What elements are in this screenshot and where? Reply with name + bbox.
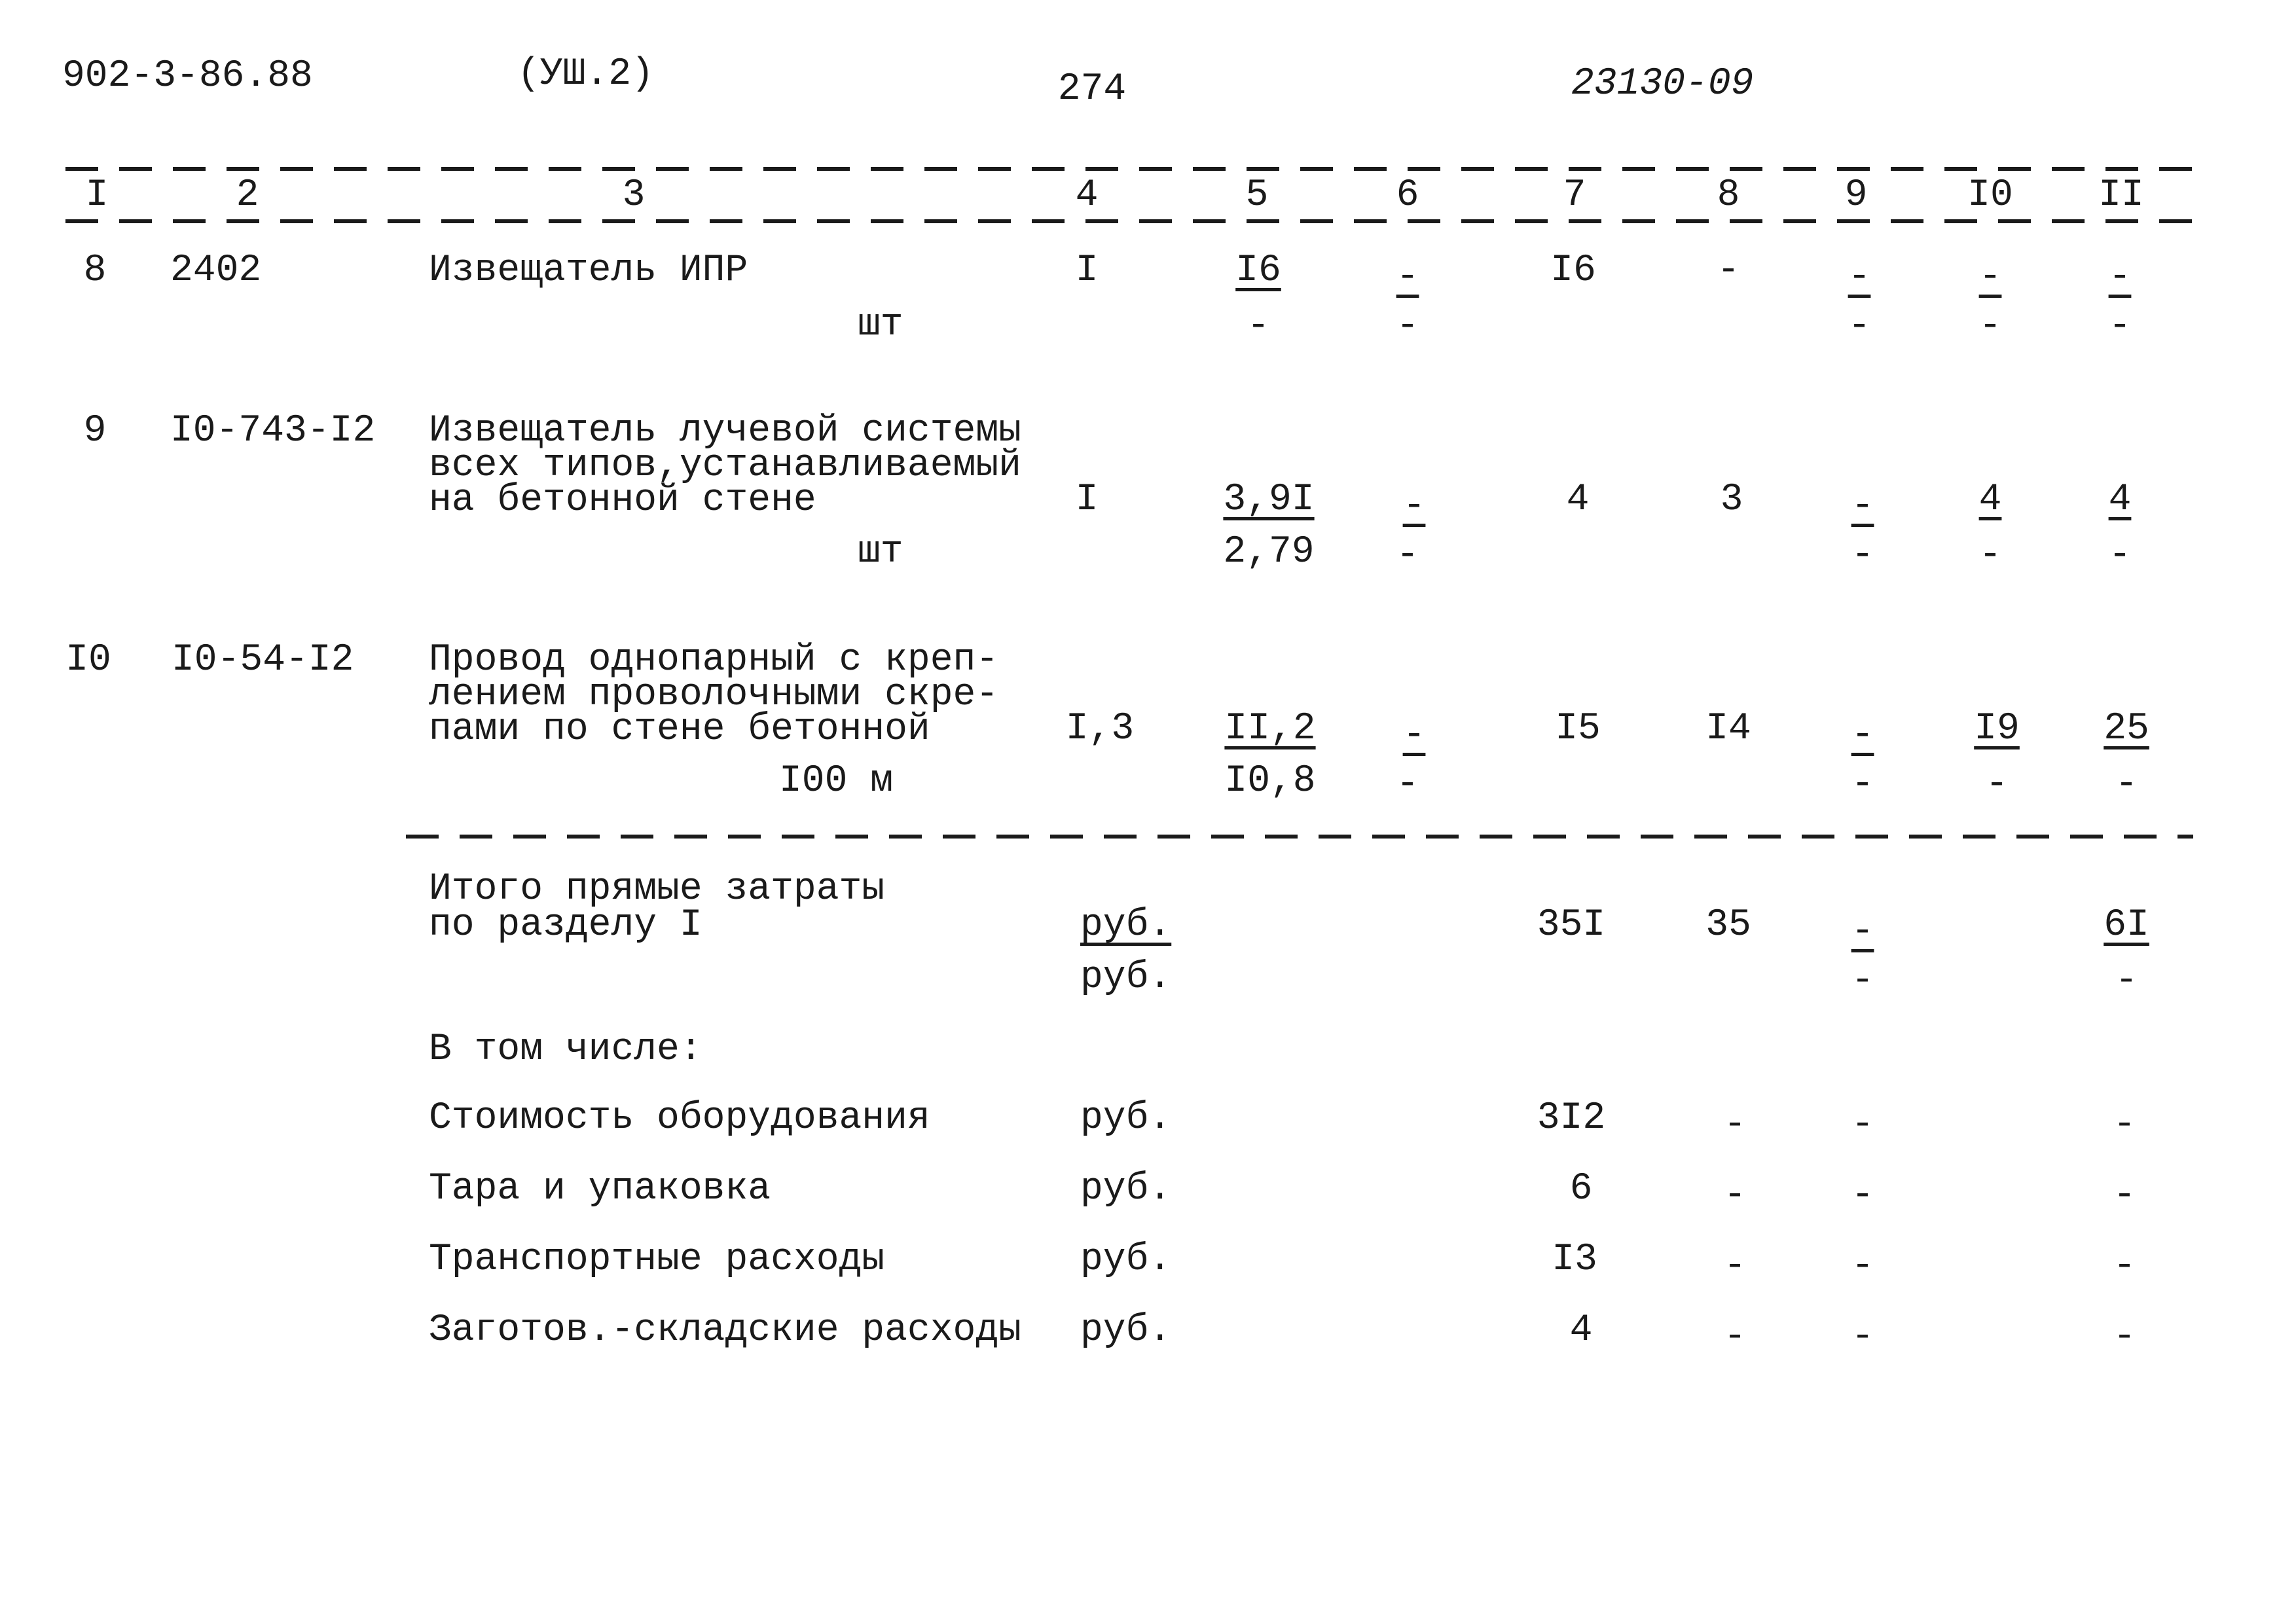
breakdown-col9: - (1851, 1316, 1874, 1358)
col7-value: 4 (1566, 478, 1590, 521)
breakdown-col7: 3I2 (1537, 1097, 1606, 1140)
col4-value: I,3 (1065, 708, 1135, 750)
col11-top: - (2108, 256, 2132, 298)
row-number: 9 (83, 410, 107, 452)
breakdown-col11: - (2113, 1316, 2136, 1358)
col7-value: I6 (1550, 249, 1596, 292)
breakdown-unit: руб. (1080, 1238, 1172, 1281)
row-desc-line: Провод однопарный с креп- (429, 639, 999, 681)
col9-top: - (1851, 485, 1874, 528)
col-header: 5 (1245, 174, 1269, 217)
totals-col7: 35I (1537, 904, 1606, 947)
row-code: I0-743-I2 (170, 410, 376, 452)
col7-value: I5 (1555, 708, 1601, 750)
col6-bottom: - (1396, 305, 1419, 348)
col10-bottom: - (1985, 763, 2009, 806)
breakdown-unit: руб. (1080, 1168, 1172, 1210)
col11-top: 25 (2104, 708, 2149, 750)
col5-bottom: 2,79 (1223, 531, 1315, 573)
breakdown-col8: - (1723, 1316, 1747, 1358)
col-header: I (85, 174, 109, 217)
col6-bottom: - (1396, 763, 1419, 806)
col-header: 6 (1396, 174, 1419, 217)
col-header: 3 (622, 174, 646, 217)
breakdown-col9: - (1851, 1104, 1874, 1146)
col10-bottom: - (1978, 534, 2002, 577)
col9-bottom: - (1848, 305, 1871, 348)
totals-separator (406, 835, 2193, 839)
totals-unit-bottom: руб. (1080, 956, 1172, 999)
breakdown-unit: руб. (1080, 1097, 1172, 1140)
breakdown-col7: I3 (1552, 1238, 1597, 1281)
breakdown-col7: 6 (1569, 1168, 1593, 1210)
page-number: 274 (1057, 68, 1127, 111)
col-header: 8 (1717, 174, 1740, 217)
breakdown-col8: - (1723, 1245, 1747, 1288)
col-header: I0 (1967, 174, 2013, 217)
col-header: 4 (1075, 174, 1099, 217)
row-desc-line: всех типов,устанавливаемый (429, 444, 1021, 487)
col4-value: I (1075, 478, 1099, 521)
col9-bottom: - (1851, 763, 1874, 806)
breakdown-label: Транспортные расходы (429, 1238, 885, 1281)
totals-col8: 35 (1705, 904, 1751, 947)
breakdown-col11: - (2113, 1174, 2136, 1217)
col8-value: - (1717, 249, 1740, 292)
col-header: 2 (236, 174, 259, 217)
col11-bottom: - (2108, 534, 2132, 577)
row-desc-line: на бетонной стене (429, 479, 816, 522)
col6-top: - (1402, 714, 1426, 757)
col-header: II (2098, 174, 2144, 217)
col5-top: 3,9I (1223, 478, 1315, 521)
col8-value: 3 (1720, 478, 1743, 521)
col6-top: - (1396, 256, 1419, 298)
breakdown-label: Тара и упаковка (429, 1168, 771, 1210)
col8-value: I4 (1705, 708, 1751, 750)
including-label: В том числе: (429, 1028, 702, 1071)
row-unit: шт (858, 304, 903, 346)
col10-top: I9 (1974, 708, 2020, 750)
totals-label-line: Итого прямые затраты (429, 868, 885, 911)
col10-top: 4 (1978, 478, 2002, 521)
breakdown-col8: - (1723, 1104, 1747, 1146)
breakdown-col9: - (1851, 1174, 1874, 1217)
col4-value: I (1075, 249, 1099, 292)
row-desc-line: лением проволочными скре- (429, 674, 999, 716)
col6-top: - (1402, 485, 1426, 528)
col6-bottom: - (1396, 534, 1419, 577)
doc-code: 902-3-86.88 (62, 55, 313, 98)
col11-bottom: - (2108, 305, 2132, 348)
breakdown-label: Стоимость оборудования (429, 1097, 930, 1140)
totals-label-line: по разделу I (429, 904, 702, 947)
totals-unit-top: руб. (1080, 904, 1172, 947)
col11-top: 4 (2108, 478, 2132, 521)
row-number: 8 (83, 249, 107, 292)
col9-bottom: - (1851, 534, 1874, 577)
col9-top: - (1848, 256, 1871, 298)
col10-top: - (1978, 256, 2002, 298)
row-desc-line: Извещатель лучевой системы (429, 410, 1021, 452)
col-header: 7 (1563, 174, 1586, 217)
col5-top: I6 (1235, 249, 1281, 292)
col9-top: - (1851, 714, 1874, 757)
col11-bottom: - (2115, 763, 2138, 806)
totals-col11-top: 6I (2104, 904, 2149, 947)
row-unit: шт (858, 531, 903, 573)
header-top-rule (65, 167, 2193, 171)
col5-top: II,2 (1224, 708, 1316, 750)
breakdown-col7: 4 (1569, 1309, 1593, 1352)
row-unit: I00 м (779, 760, 894, 803)
col5-bottom: - (1247, 305, 1270, 348)
section-label: (УШ.2) (517, 53, 654, 96)
totals-col9-top: - (1851, 911, 1874, 953)
totals-col11-bottom: - (2115, 960, 2138, 1002)
col10-bottom: - (1978, 305, 2002, 348)
row-number: I0 (65, 639, 111, 681)
totals-col9-bottom: - (1851, 960, 1874, 1002)
row-code: 2402 (170, 249, 262, 292)
col-header: 9 (1844, 174, 1868, 217)
breakdown-col9: - (1851, 1245, 1874, 1288)
row-desc-line: пами по стене бетонной (429, 708, 930, 751)
breakdown-col11: - (2113, 1104, 2136, 1146)
archive-number: 23130-09 (1571, 63, 1754, 105)
breakdown-label: Заготов.-складские расходы (429, 1309, 1021, 1352)
row-code: I0-54-I2 (172, 639, 354, 681)
col5-bottom: I0,8 (1224, 760, 1316, 803)
breakdown-col11: - (2113, 1245, 2136, 1288)
row-desc-line: Извещатель ИПР (429, 249, 748, 292)
breakdown-unit: руб. (1080, 1309, 1172, 1352)
breakdown-col8: - (1723, 1174, 1747, 1217)
header-bottom-rule (65, 219, 2193, 223)
